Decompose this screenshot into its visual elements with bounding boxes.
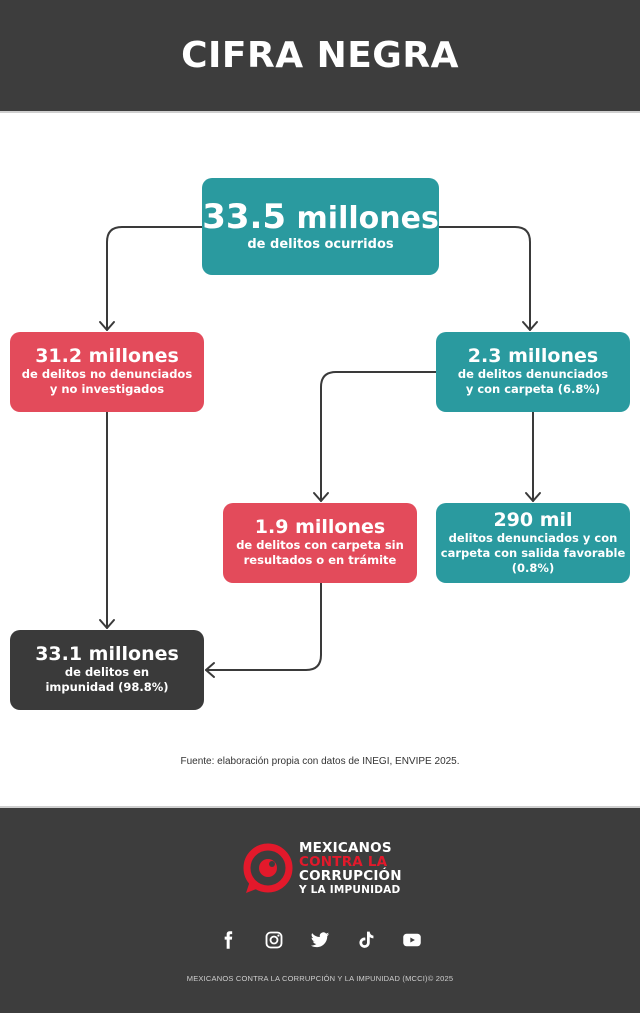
sin-resultados-line2: resultados o en trámite <box>243 553 397 568</box>
tiktok-icon <box>356 930 376 950</box>
impunidad-line1: de delitos en <box>64 664 150 679</box>
footer <box>0 806 640 1013</box>
node-impunidad <box>10 630 204 710</box>
total-number: 33.5 <box>202 197 287 238</box>
youtube-link[interactable] <box>402 930 422 950</box>
denunciados-line1: de delitos denunciados <box>457 366 609 381</box>
node-salida-favorable <box>436 503 630 583</box>
social-links <box>0 930 640 950</box>
favorable-line2: carpeta con salida favorable <box>440 545 626 560</box>
impunidad-headline: 33.1 millones <box>35 643 179 666</box>
copyright: MEXICANOS CONTRA LA CORRUPCIÓN Y LA IMPUNIDAD (MCCI)© 2025 <box>186 974 454 983</box>
impunidad-line2: impunidad (98.8%) <box>45 680 169 695</box>
favorable-line3: (0.8%) <box>511 560 555 575</box>
node-total-delitos <box>202 178 439 275</box>
facebook-link[interactable] <box>218 930 238 950</box>
logo-line2: CONTRA LA <box>299 854 388 870</box>
header <box>0 0 640 113</box>
node-sin-resultados <box>223 503 417 583</box>
mcci-logo[interactable] <box>242 838 412 900</box>
sin-resultados-line1: de delitos con carpeta sin <box>236 537 404 552</box>
twitter-link[interactable] <box>310 930 330 950</box>
source-note: Fuente: elaboración propia con datos de INEGI, ENVIPE 2025. <box>180 756 460 767</box>
logo-line3: CORRUPCIÓN <box>299 868 402 884</box>
youtube-icon <box>402 930 422 950</box>
logo-line4: Y LA IMPUNIDAD <box>299 884 401 896</box>
node-denunciados <box>436 332 630 412</box>
no-denunciados-headline: 31.2 millones <box>35 345 179 368</box>
total-label: de delitos ocurridos <box>247 237 394 253</box>
page-title: CIFRA NEGRA <box>181 35 459 76</box>
no-denunciados-line1: de delitos no denunciados <box>21 366 193 381</box>
speech-bubble-logo-icon <box>242 843 294 895</box>
facebook-icon <box>218 930 238 950</box>
instagram-link[interactable] <box>264 930 284 950</box>
logo-line1: MEXICANOS <box>299 840 392 856</box>
instagram-icon <box>264 930 284 950</box>
node-no-denunciados <box>10 332 204 412</box>
no-denunciados-line2: y no investigados <box>49 382 165 397</box>
tiktok-link[interactable] <box>356 930 376 950</box>
favorable-headline: 290 mil <box>493 509 573 532</box>
denunciados-line2: y con carpeta (6.8%) <box>465 382 601 397</box>
twitter-icon <box>310 930 330 950</box>
denunciados-headline: 2.3 millones <box>467 345 599 368</box>
sin-resultados-headline: 1.9 millones <box>254 516 386 539</box>
total-unit: millones <box>296 201 439 237</box>
favorable-line1: delitos denunciados y con <box>448 531 618 546</box>
